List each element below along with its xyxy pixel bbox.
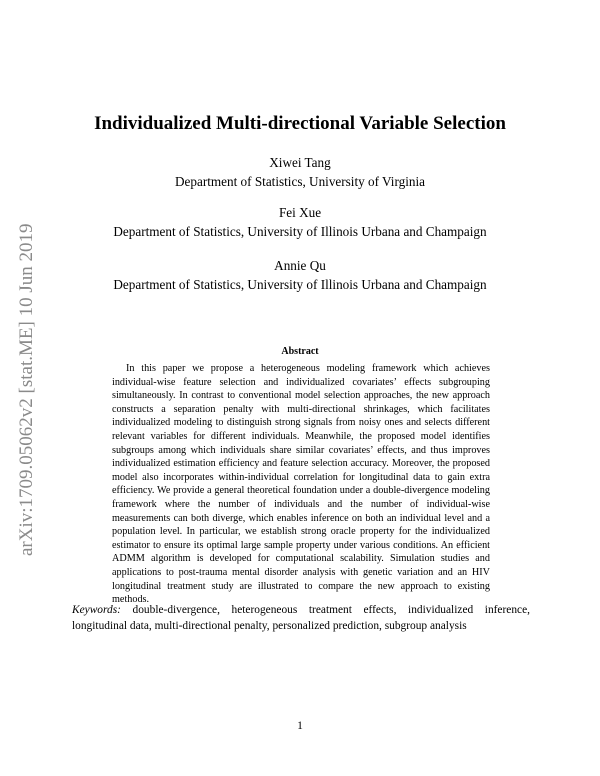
abstract-body: In this paper we propose a heterogeneous modeling framework which achieves individual-wise feature selection and individualized covariates’ effects subgrouping simultaneously. In contrast to conventional model selection approaches, the new approach constructs a separation penalty with multi-directional shrinkages, which facilitates individualized modeling to distinguish strong signals from noisy ones and selects different relevant variables for different individuals. Meanwhile, the proposed model identifies subgroups among which individuals share similar covariates’ effects, and thus improves individualized estimation efficiency and feature selection accuracy. Moreover, the proposed model also incorporates within-individual correlation for longitudinal data to gain extra efficiency. We provide a general theoretical foundation under a double-divergence modeling framework where the number of individuals and the number of individual-wise measurements can both diverge, which enables inference on both an individual level and a population level. In particular, we establish strong oracle property for the individualized estimator to ensure its optimal large sample property under various conditions. An efficient ADMM algorithm is developed for computational scalability. Simulation studies and applications to post-trauma mental disorder analysis with genetic variation and an HIV longitudinal treatment study are illustrated to compare the new approach to existing methods. <box>112 363 490 606</box>
keywords-label: Keywords: <box>72 604 121 616</box>
author-affiliation: Department of Statistics, University of Virginia <box>175 174 425 189</box>
author-block-3 <box>0 256 600 294</box>
keywords-text: double-divergence, heterogeneous treatment effects, individualized inference, longitudinal data, multi-directional penalty, personalized prediction, subgroup analysis <box>72 604 530 632</box>
abstract-heading: Abstract <box>281 346 319 357</box>
author-name: Fei Xue <box>278 205 322 220</box>
author-affiliation: Department of Statistics, University of Illinois Urbana and Champaign <box>113 224 487 239</box>
arxiv-identifier-stamp: arXiv:1709.05062v2 [stat.ME] 10 Jun 2019 <box>16 223 37 556</box>
keywords-paragraph <box>72 602 530 634</box>
author-name: Annie Qu <box>274 258 326 273</box>
author-block-1 <box>0 153 600 191</box>
author-affiliation: Department of Statistics, University of Illinois Urbana and Champaign <box>113 277 487 292</box>
page-number: 1 <box>297 720 303 732</box>
author-name: Xiwei Tang <box>269 155 331 170</box>
author-block-2 <box>0 203 600 241</box>
paper-title: Individualized Multi-directional Variable Selection <box>94 113 506 134</box>
